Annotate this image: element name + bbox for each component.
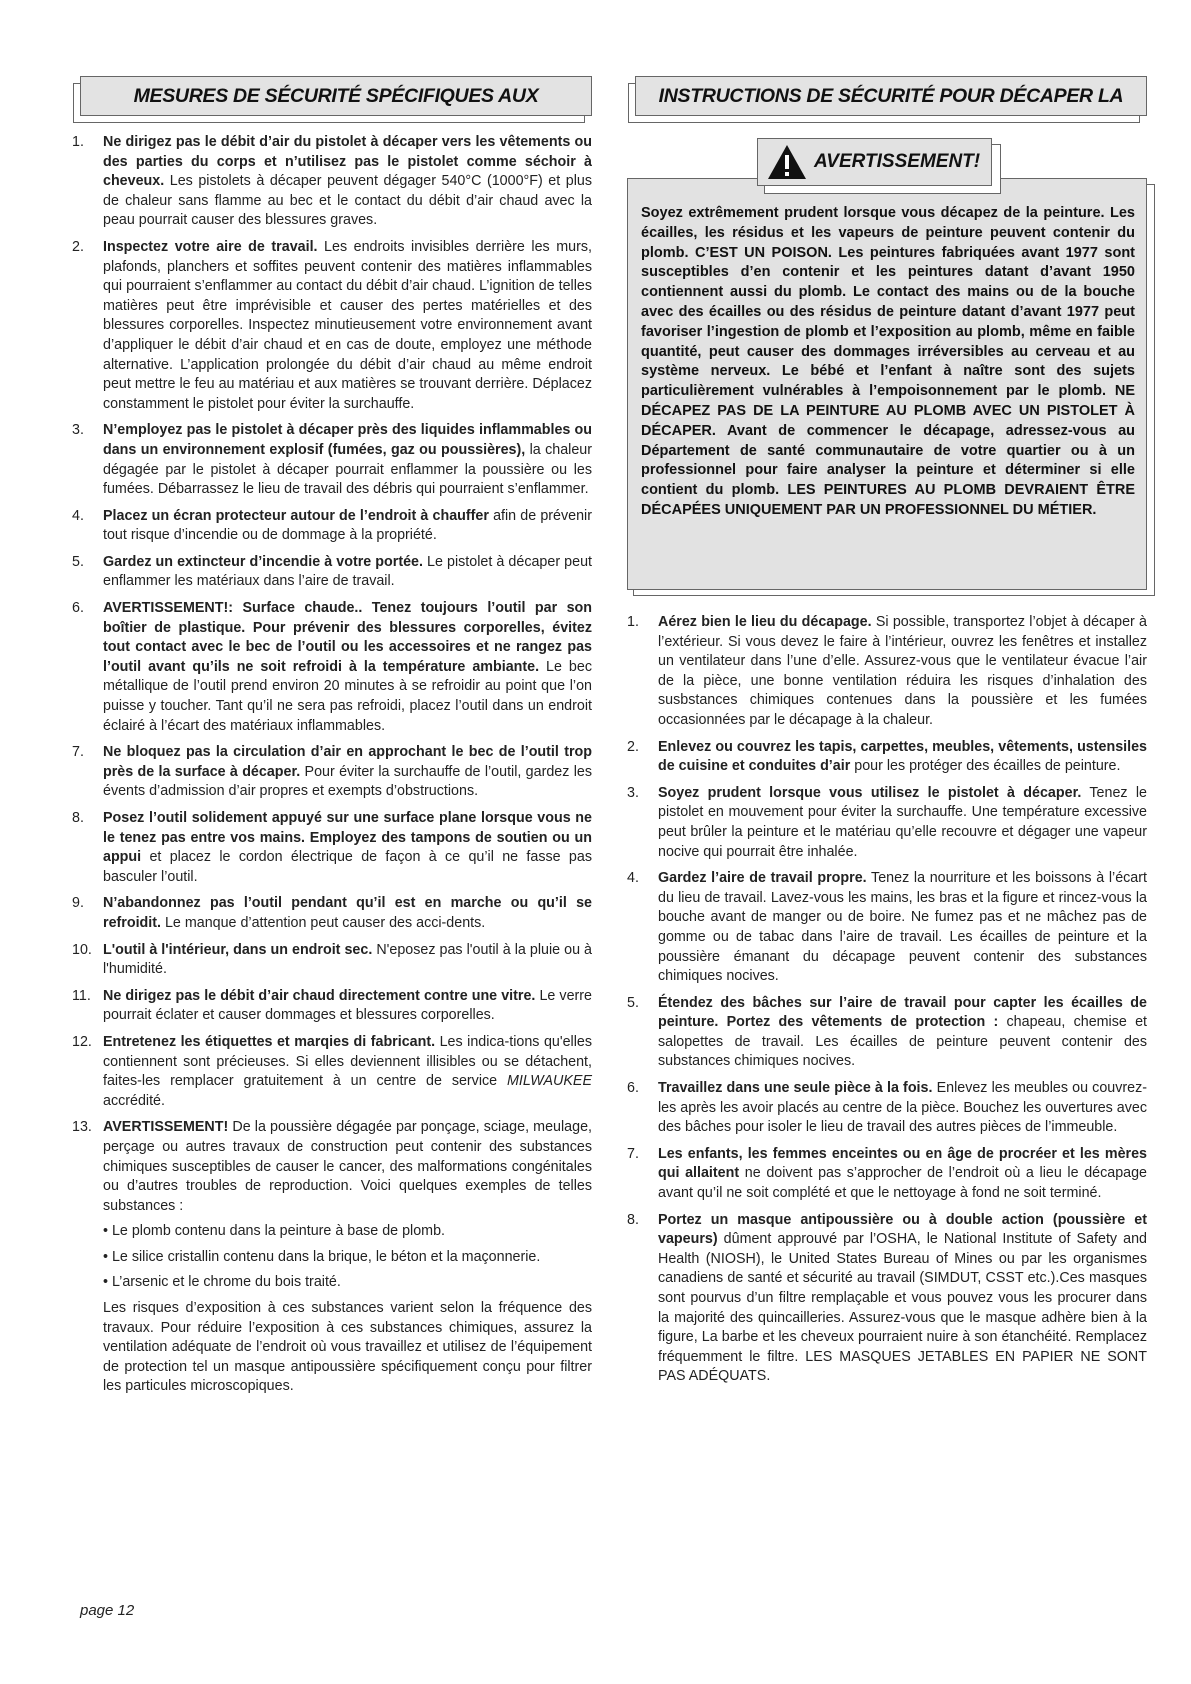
bullet-item: • Le plomb contenu dans la peinture à base de plomb. bbox=[103, 1223, 446, 1240]
list-item: 1. Ne dirigez pas le débit d’air du pistolet à décaper vers les vêtements ou des parties du corps et n’utilisez pas le pistolet comme séchoir à cheveux. Les pistolets à décaper peuvent dégager 540°C (1000°F) et plus de chaleur sans flamme au bec et le contact du débit d’air chaud avec la peau pourrait causer des blessures graves. bbox=[72, 134, 592, 229]
left-header-title: MESURES DE SÉCURITÉ SPÉCIFIQUES AUX bbox=[80, 76, 592, 116]
right-header-title: INSTRUCTIONS DE SÉCURITÉ POUR DÉCAPER LA bbox=[635, 76, 1147, 116]
list-item: 8. Posez l’outil solidement appuyé sur une surface plane lorsque vous ne le tenez pas entre vos mains. Employez des tampons de soutien ou un appui et placez le cordon électrique de façon à ce qu’il ne fasse pas basculer l’outil. bbox=[72, 810, 592, 885]
list-item: 1. Aérez bien le lieu du décapage. Si possible, transportez l’objet à décaper à l’extérieur. Si vous devez le faire à l’intérieur, ouvrez les fenêtres et installez un ventilateur dans l’une d’elle. Assurez-vous que le ventilateur évacue l’air de la pièce, une bonne ventilation réduira les risques d’inhalation des susbstances chimiques contenues dans la poussière et les fumées occasionnées par le décapage à la chaleur. bbox=[627, 614, 1148, 728]
list-item: 7. Les enfants, les femmes enceintes ou en âge de procréer et les mères qui allaitent ne doivent pas s’approcher de l’endroit où a lieu le décapage avant qu’il ne soit complété et que le nettoyage à fond ne soit terminé. bbox=[627, 1145, 1148, 1202]
right-section-header bbox=[635, 76, 1147, 116]
list-item: 2. Enlevez ou couvrez les tapis, carpettes, meubles, vêtements, ustensiles de cuisine et conduites d’air pour les protéger des écailles de peinture. bbox=[627, 738, 1147, 775]
warning-label bbox=[757, 138, 992, 186]
list-item: 11. Ne dirigez pas le débit d’air chaud directement contre une vitre. Le verre pourrait éclater et causer dommages et blessures corporelles. bbox=[72, 987, 593, 1024]
left-safety-list bbox=[72, 133, 592, 1404]
list-item: 3. Soyez prudent lorsque vous utilisez le pistolet à décaper. Tenez le pistolet en mouvement pour éviter la surchauffe. Une température excessive peut brûler la peinture et le matériau qu’elle recouvre et dégager une vapeur nocive qui pourrait être inhalée. bbox=[627, 784, 1147, 860]
list-item: 6. Travaillez dans une seule pièce à la fois. Enlevez les meubles ou couvrez-les après les avoir placés au centre de la pièce. Bouchez les ouvertures avec des bâches pour isoler le lieu de travail des autres pièces de l’immeuble. bbox=[627, 1080, 1147, 1136]
list-item: 5. Étendez des bâches sur l’aire de travail pour capter les écailles de peinture. Portez des vêtements de protection : chapeau, chemise et salopettes de travail. Les écailles de peinture peuvent contenir des substances chimiques nocives. bbox=[627, 994, 1147, 1070]
list-item: 2. Inspectez votre aire de travail. Les endroits invisibles derrière les murs, plafonds, planchers et soffites peuvent contenir des matières inflammables qui pourraient s’enflammer au contact du débit d’air chaud. L’ignition de telles matières peut être imprévisible et causer des pertes matérielles et des blessures corporelles. Inspectez minutieusement votre environnement avant d’appliquer le débit d’air chaud et en cas de doute, employez une méthode alternative. L’application prolongée du débit d’air chaud au même endroit peut mettre le feu au matériau et aux matières se trouvant derrière. Déplacez constamment le pistolet pour éviter la surchauffe. bbox=[72, 238, 592, 412]
left-section-header bbox=[80, 76, 592, 116]
right-safety-list bbox=[627, 613, 1147, 1394]
list-item: 4. Placez un écran protecteur autour de l’endroit à chauffer afin de prévenir tout risque d’incendie ou de dommage à la propriété. bbox=[72, 507, 592, 544]
list-item: 7. Ne bloquez pas la circulation d’air en approchant le bec de l’outil trop près de la surface à décaper. Pour éviter la surchauffe de l’outil, gardez les évents d’admission d’air propres et exempts d’obstructions. bbox=[72, 744, 592, 800]
list-item: 13. AVERTISSEMENT! De la poussière dégagée par ponçage, sciage, meulage, perçage ou autres travaux de construction peut contenir des substances chimiques susceptibles de causer le cancer, des malformations congénitales ou d’autres troubles de reproduction. Voici quelques exemples de telles substances : • Le plomb contenu dans la peinture à base de plomb. • Le silice cristallin contenu dans la brique, le béton et la maçonnerie. • L’arsenic et le chrome du bois traité. Les risques d’exposition à ces substances varient selon la fréquence des travaux. Pour réduire l’exposition à ces substances chimiques, assurez la ventilation adéquate de l’endroit où vous travaillez et utilisez de l’équipement de protection tel un masque antipoussière spécifiquement conçu pour filtrer les particules microscopiques. bbox=[72, 1118, 592, 1397]
list-item: 6. AVERTISSEMENT!: Surface chaude.. Tenez toujours l’outil par son boîtier de plastique. Pour prévenir des blessures corporelles, évitez tout contact avec le bec de l’outil ou les accessoires et ne rangez pas l’outil avant qu’ils ne soit refroidi à la température ambiante. Le bec métallique de l’outil prend environ 20 minutes à se refroidir au point que l’on puisse y toucher. Tant qu’il ne sera pas refroidi, placez l’outil dans un endroit éclairé à l’écart des matériaux inflammables. bbox=[72, 600, 592, 734]
bullet-item: • L’arsenic et le chrome du bois traité. bbox=[103, 1274, 341, 1291]
bullet-item: • Le silice cristallin contenu dans la brique, le béton et la maçonnerie. bbox=[103, 1248, 541, 1265]
list-item: 3. N’employez pas le pistolet à décaper près des liquides inflammables ou dans un environnement explosif (fumées, gaz ou poussières), la chaleur dégagée par le pistolet à décaper pourrait enflammer la poussière ou les fumées. Débarrassez le lieu de travail des débris qui pourraient s’enflammer. bbox=[72, 422, 592, 498]
list-item: 4. Gardez l’aire de travail propre. Tenez la nourriture et les boissons à l’écart du lieu de travail. Lavez-vous les mains, les bras et la figure et rincez-vous la bouche avant de manger ou de boire. Ne fumez pas et ne mâchez pas de gomme ou de tabac dans l’aire de travail. Les écailles de peinture et la poussière émanant du décapage peuvent contenir des substances chimiques nocives. bbox=[627, 870, 1147, 985]
warning-text: Soyez extrêmement prudent lorsque vous décapez de la peinture. Les écailles, les résidus et les vapeurs de peinture peuvent contenir du plomb. C’EST UN POISON. Les peintures fabriquées avant 1977 sont susceptibles d’en contenir et les peintures datant d’avant 1950 contiennent aussi du plomb. Le contact des mains ou de la bouche avec des écailles ou des résidus de peinture datant d’avant 1977 peut favoriser l’ingestion de plomb et l’exposition au plomb, même en faible quantité, peut causer des dommages irréversibles au cerveau et au système nerveux. Le bébé et l’enfant à naître sont des sujets particulièrement vulnérables à l’empoisonnement par le plomb. NE DÉCAPEZ PAS DE LA PEINTURE AU PLOMB AVEC UN PISTOLET À DÉCAPER. Avant de commencer le décapage, adressez-vous au Département de santé communautaire de votre quartier ou à un professionnel pour faire analyser la peinture et déterminer si elle contient du plomb. LES PEINTURES AU PLOMB DEVRAIENT ÊTRE DÉCAPÉES UNIQUEMENT PAR UN PROFESSIONNEL DU MÉTIER. bbox=[641, 205, 1135, 518]
list-item: 10. L'outil à l'intérieur, dans un endroit sec. N'eposez pas l'outil à la pluie ou à l'humidité. bbox=[72, 941, 592, 978]
list-item: 8. Portez un masque antipoussière ou à double action (poussière et vapeurs) dûment approuvé par l’OSHA, le National Institute of Safety and Health (NIOSH), le United States Bureau of Mines ou par les organismes canadiens de santé et sécurité au travail (SIMDUT, CSST etc.).Ces masques sont pourvus d’un filtre remplaçable et vous pouvez vous les procurer dans la majorité des quincailleries. Assurez-vous que le masque adhère bien à la figure, La barbe et les cheveux pourraient nuire à son étanchéité. Remplacez fréquemment le filtre. LES MASQUES JETABLES EN PAPIER NE SONT PAS ADÉQUATS. bbox=[627, 1211, 1147, 1385]
closing-paragraph: Les risques d’exposition à ces substances varient selon la fréquence des travaux. Pour réduire l’exposition à ces substances chimiques, assurez la ventilation adéquate de l’endroit où vous travaillez et utilisez de l’équipement de protection tel un masque antipoussière spécifiquement conçu pour filtrer les particules microscopiques. bbox=[103, 1300, 592, 1395]
list-item: 9. N’abandonnez pas l’outil pendant qu’il est en marche ou qu’il se refroidit. Le manque d’attention peut causer des acci-dents. bbox=[72, 895, 592, 931]
warning-box bbox=[627, 138, 1147, 590]
list-item: 12. Entretenez les étiquettes et marqies di fabricant. Les indica-tions qu'elles contiennent sont précieuses. Si elles deviennent illisibles ou se détachent, faites-les remplacer gratuitement à un centre de service MILWAUKEE accrédité. bbox=[72, 1033, 592, 1109]
warning-title: AVERTISSEMENT! bbox=[814, 151, 981, 172]
warning-triangle-icon bbox=[766, 143, 808, 181]
page-number: page 12 bbox=[80, 1602, 135, 1619]
list-item: 5. Gardez un extincteur d’incendie à votre portée. Le pistolet à décaper peut enflammer les matériaux dans l’aire de travail. bbox=[72, 553, 592, 590]
